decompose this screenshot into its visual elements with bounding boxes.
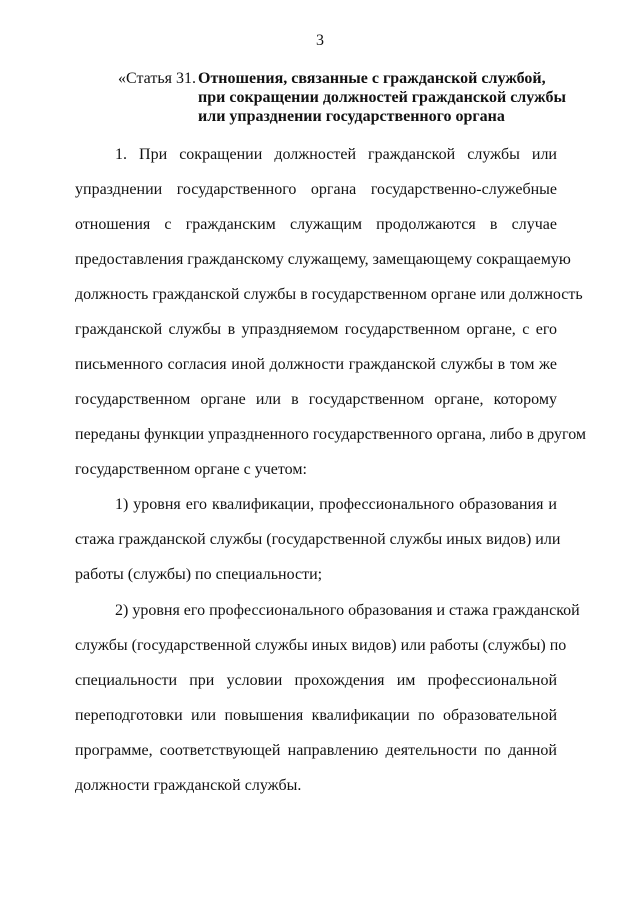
article-title-line: при сокращении должностей гражданской службы <box>198 89 566 106</box>
body-line: отношения с гражданским служащим продолжаются в случае <box>75 216 557 233</box>
body-line: упразднении государственного органа государственно-служебные <box>75 181 557 198</box>
body-line: переподготовки или повышения квалификации по образовательной <box>75 707 557 724</box>
body-line: программе, соответствующей направлению деятельности по данной <box>75 742 557 759</box>
body-line: работы (службы) по специальности; <box>75 566 323 583</box>
body-line: государственном органе или в государственном органе, которому <box>75 391 557 408</box>
page-number: 3 <box>316 32 324 49</box>
body-line: 1. При сокращении должностей гражданской службы или <box>115 146 557 163</box>
article-title <box>198 69 588 126</box>
body-line: 1) уровня его квалификации, профессионального образования и <box>115 496 557 513</box>
body-line: гражданской службы в упраздняемом государственном органе, с его <box>75 321 557 338</box>
body-line: специальности при условии прохождения им профессиональной <box>75 672 557 689</box>
body-line: предоставления гражданскому служащему, замещающему сокращаемую <box>75 251 571 268</box>
body-line: стажа гражданской службы (государственной службы иных видов) или <box>75 531 561 548</box>
body-line: службы (государственной службы иных видов) или работы (службы) по <box>75 637 567 654</box>
article-title-line: Отношения, связанные с гражданской службой, <box>198 70 546 87</box>
body-line: письменного согласия иной должности гражданской службы в том же <box>75 356 557 373</box>
body-line: 2) уровня его профессионального образования и стажа гражданской <box>115 602 580 619</box>
body-line: должность гражданской службы в государственном органе или должность <box>75 286 583 303</box>
body-line: переданы функции упраздненного государственного органа, либо в другом <box>75 426 587 443</box>
body-line: государственном органе с учетом: <box>75 461 307 478</box>
article-title-line: или упразднении государственного органа <box>198 108 505 125</box>
article-label: «Статья 31. <box>118 70 196 87</box>
body-line: должности гражданской службы. <box>75 777 302 794</box>
